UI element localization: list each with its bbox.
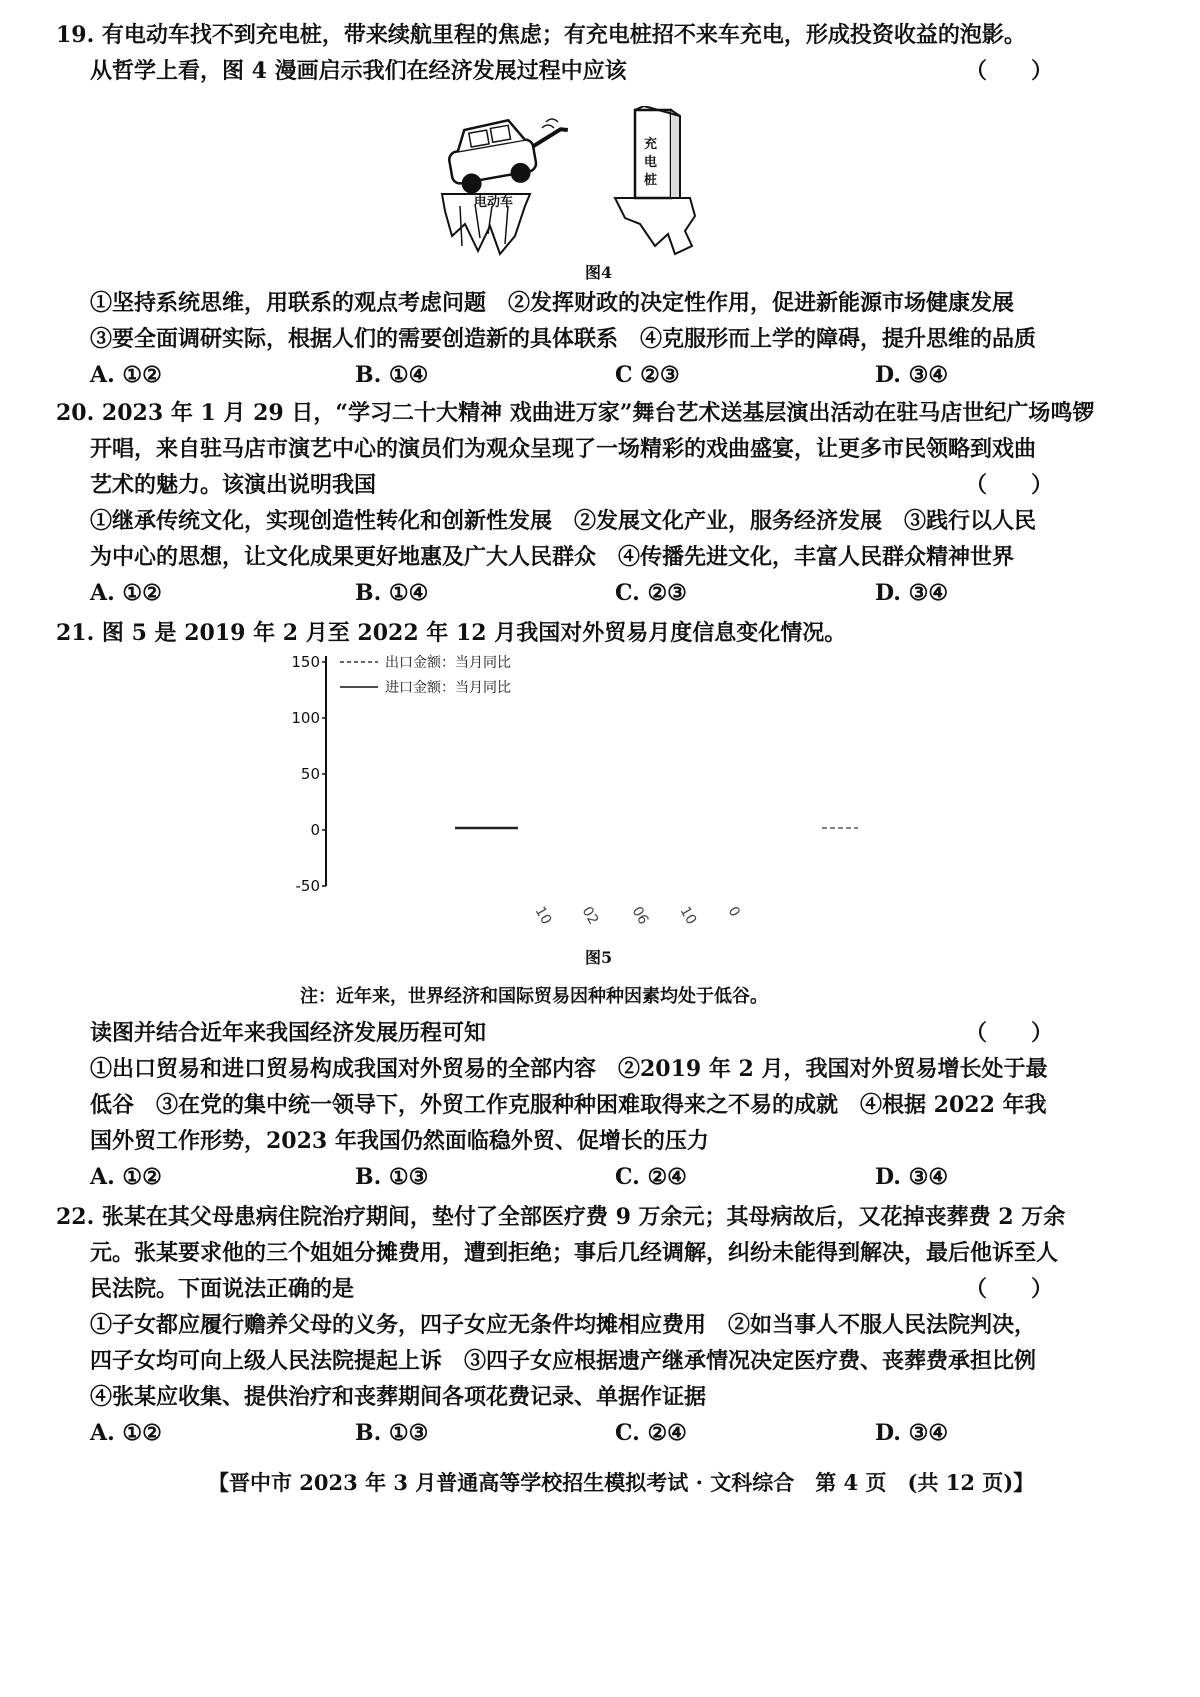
- q21-option-d: D. ③④: [875, 1164, 949, 1190]
- q22-option-b: B. ①③: [355, 1420, 429, 1446]
- figure-4-caption: 图4: [585, 263, 613, 282]
- legend-import-label: 进口金额：当月同比: [385, 680, 511, 696]
- q22-statements-1: ①子女都应履行赡养父母的义务，四子女应无条件均摊相应费用 ②如当事人不服人民法院判决，: [90, 1312, 1037, 1338]
- figure-5-caption: 图5: [585, 948, 613, 967]
- q22-line2: 元。张某要求他的三个姐姐分摊费用，遭到拒绝；事后几经调解，纠纷未能得到解决，最后他诉至人: [90, 1240, 1059, 1266]
- q22-line1: 22. 张某在其父母患病住院治疗期间，垫付了全部医疗费 9 万余元；其母病故后，又花掉丧葬费 2 万余: [56, 1204, 1066, 1230]
- car-label: 电动车: [474, 195, 514, 210]
- y-tick-label: -50: [295, 877, 320, 895]
- y-tick-label: 0: [310, 821, 320, 839]
- figure-5-note: 注：近年来，世界经济和国际贸易因种种因素均处于低谷。: [300, 986, 768, 1007]
- y-tick-label: 50: [300, 765, 320, 783]
- x-tick-label: 0: [724, 904, 743, 920]
- q21-statements-1: ①出口贸易和进口贸易构成我国对外贸易的全部内容 ②2019 年 2 月，我国对外贸易增长处于最: [90, 1056, 1048, 1082]
- figure-5-trade-chart: [260, 648, 900, 928]
- pile-label-2: 电: [644, 155, 658, 170]
- x-tick-label: 02: [578, 904, 602, 928]
- q20-statements-2: 为中心的思想，让文化成果更好地惠及广大人民群众 ④传播先进文化，丰富人民群众精神世界: [90, 544, 1015, 570]
- q19-statements-2: ③要全面调研实际，根据人们的需要创造新的具体联系 ④克服形而上学的障碍，提升思维的品质: [90, 326, 1037, 352]
- q22-option-c: C. ②④: [615, 1420, 687, 1446]
- q19-option-c: C ②③: [615, 362, 680, 388]
- q19-answer-paren: （ ）: [965, 58, 1054, 84]
- q20-option-d: D. ③④: [875, 580, 949, 606]
- q20-statements-1: ①继承传统文化，实现创造性转化和创新性发展 ②发展文化产业，服务经济发展 ③践行以人民: [90, 508, 1037, 534]
- q21-option-c: C. ②④: [615, 1164, 687, 1190]
- q21-option-a: A. ①②: [90, 1164, 162, 1190]
- q22-line3: 民法院。下面说法正确的是: [90, 1276, 355, 1302]
- legend-export-label: 出口金额：当月同比: [385, 655, 511, 671]
- q19-option-d: D. ③④: [875, 362, 949, 388]
- q20-line1: 20. 2023 年 1 月 29 日，“学习二十大精神 戏曲进万家”舞台艺术送基层演出活动在驻马店世纪广场鸣锣: [56, 400, 1095, 426]
- q20-line2: 开唱，来自驻马店市演艺中心的演员们为观众呈现了一场精彩的戏曲盛宴，让更多市民领略到戏曲: [90, 436, 1037, 462]
- q19-option-b: B. ①④: [355, 362, 429, 388]
- x-tick-label: 06: [628, 904, 652, 928]
- q21-statements-3: 国外贸工作形势，2023 年我国仍然面临稳外贸、促增长的压力: [90, 1128, 709, 1154]
- q21-statements-2: 低谷 ③在党的集中统一领导下，外贸工作克服种种困难取得来之不易的成就 ④根据 2022 年我: [90, 1092, 1047, 1118]
- q22-statements-3: ④张某应收集、提供治疗和丧葬期间各项花费记录、单据作证据: [90, 1384, 707, 1410]
- q22-statements-2: 四子女均可向上级人民法院提起上诉 ③四子女应根据遗产继承情况决定医疗费、丧葬费承担比例: [90, 1348, 1037, 1374]
- q20-option-b: B. ①④: [355, 580, 429, 606]
- page-footer: 【晋中市 2023 年 3 月普通高等学校招生模拟考试 · 文科综合 第 4 页 (共 12 页)】: [208, 1470, 1035, 1495]
- q22-answer-paren: （ ）: [965, 1276, 1054, 1302]
- q22-option-a: A. ①②: [90, 1420, 162, 1446]
- x-tick-label: 10: [531, 904, 555, 928]
- figure-4-cartoon: [430, 106, 700, 256]
- pile-label-3: 桩: [644, 173, 658, 188]
- q20-option-a: A. ①②: [90, 580, 162, 606]
- pile-label-1: 充: [644, 137, 658, 152]
- q20-option-c: C. ②③: [615, 580, 687, 606]
- x-tick-label: 10: [676, 904, 700, 928]
- q19-statements-1: ①坚持系统思维，用联系的观点考虑问题 ②发挥财政的决定性作用，促进新能源市场健康发展: [90, 290, 1015, 316]
- q21-option-b: B. ①③: [355, 1164, 429, 1190]
- q19-line2: 从哲学上看，图 4 漫画启示我们在经济发展过程中应该: [90, 58, 627, 84]
- q22-option-d: D. ③④: [875, 1420, 949, 1446]
- q21-line2: 读图并结合近年来我国经济发展历程可知: [90, 1020, 487, 1046]
- q19-option-a: A. ①②: [90, 362, 162, 388]
- q20-answer-paren: （ ）: [965, 472, 1054, 498]
- q20-line3: 艺术的魅力。该演出说明我国: [90, 472, 377, 498]
- q19-line1: 19. 有电动车找不到充电桩，带来续航里程的焦虑；有充电桩招不来车充电，形成投资收益的泡影。: [56, 22, 1026, 48]
- q21-answer-paren: （ ）: [965, 1020, 1054, 1046]
- q21-line1: 21. 图 5 是 2019 年 2 月至 2022 年 12 月我国对外贸易月度信息变化情况。: [56, 620, 847, 646]
- y-tick-label: 100: [291, 709, 320, 727]
- y-tick-label: 150: [291, 653, 320, 671]
